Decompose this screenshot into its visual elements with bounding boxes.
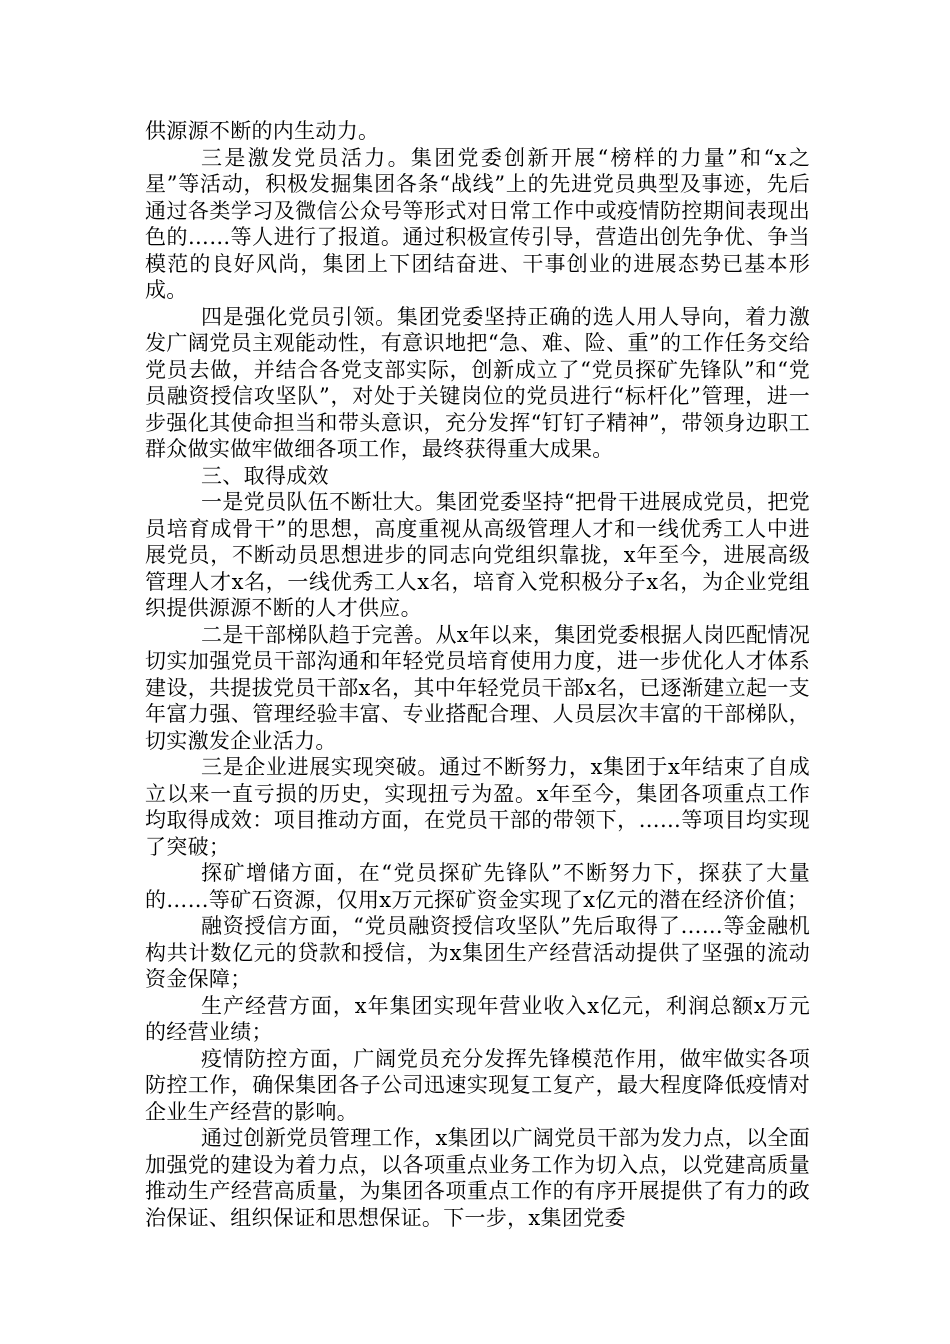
- section-heading-results: 三、取得成效: [201, 463, 329, 488]
- paragraph-operations: 生产经营方面，x年集团实现年营业收入x亿元，利润总额x万元的经营业绩；: [145, 993, 810, 1044]
- paragraph-exploration: 探矿增储方面，在“党员探矿先锋队”不断努力下，探获了大量的……等矿石资源，仅用x万元探矿资金实现了x亿元的潜在经济价值；: [145, 861, 810, 912]
- paragraph-epidemic: 疫情防控方面，广阔党员充分发挥先锋模范作用，做牢做实各项防控工作，确保集团各子公司迅速实现复工复产，最大程度降低疫情对企业生产经营的影响。: [145, 1046, 810, 1124]
- paragraph-team-growth: 一是党员队伍不断壮大。集团党委坚持“把骨干进展成党员，把党员培育成骨干”的思想，高度重视从高级管理人才和一线优秀工人中进展党员，不断动员思想进步的同志向党组织靠拢，x年至今，进展高级管理人才x名，一线优秀工人x名，培育入党积极分子x名，为企业党组织提供源源不断的人才供应。: [145, 490, 810, 620]
- paragraph-summary: 通过创新党员管理工作，x集团以广阔党员干部为发力点，以全面加强党的建设为着力点，以各项重点业务工作为切入点，以党建高质量推动生产经营高质量，为集团各项重点工作的有序开展提供了有力的政治保证、组织保证和思想保证。下一步，x集团党委: [145, 1126, 810, 1230]
- paragraph-motivate-members: 三是激发党员活力。集团党委创新开展“榜样的力量”和“x之星”等活动，积极发掘集团各条“战线”上的先进党员典型及事迹，先后通过各类学习及微信公众号等形式对日常工作中或疫情防控期间表现出色的……等人进行了报道。通过积极宣传引导，营造出创先争优、争当模范的良好风尚，集团上下团结奋进、干事创业的进展态势已基本形成。: [145, 145, 810, 302]
- paragraph-continuation: 供源源不断的内生动力。: [145, 119, 380, 143]
- paragraph-cadre-ladder: 二是干部梯队趋于完善。从x年以来，集团党委根据人岗匹配情况切实加强党员干部沟通和年轻党员培育使用力度，进一步优化人才体系建设，共提拔党员干部x名，其中年轻党员干部x名，已逐渐建立起一支年富力强、管理经验丰富、专业搭配合理、人员层次丰富的干部梯队，切实激发企业活力。: [145, 622, 810, 753]
- paragraph-financing: 融资授信方面，“党员融资授信攻坚队”先后取得了……等金融机构共计数亿元的贷款和授信，为x集团生产经营活动提供了坚强的流动资金保障；: [145, 914, 810, 991]
- document-body: [145, 118, 810, 1231]
- paragraph-lead-members: 四是强化党员引领。集团党委坚持正确的选人用人导向，着力激发广阔党员主观能动性，有意识地把“急、难、险、重”的工作任务交给党员去做，并结合各党支部实际，创新成立了“党员探矿先锋队”和“党员融资授信攻坚队”，对处于关键岗位的党员进行“标杆化”管理，进一步强化其使命担当和带头意识，充分发挥“钉钉子精神”，带领身边职工群众做实做牢做细各项工作，最终获得重大成果。: [145, 304, 810, 461]
- paragraph-breakthrough: 三是企业进展实现突破。通过不断努力，x集团于x年结束了自成立以来一直亏损的历史，实现扭亏为盈。x年至今，集团各项重点工作均取得成效：项目推动方面，在党员干部的带领下，……等项目均实现了突破；: [145, 755, 810, 859]
